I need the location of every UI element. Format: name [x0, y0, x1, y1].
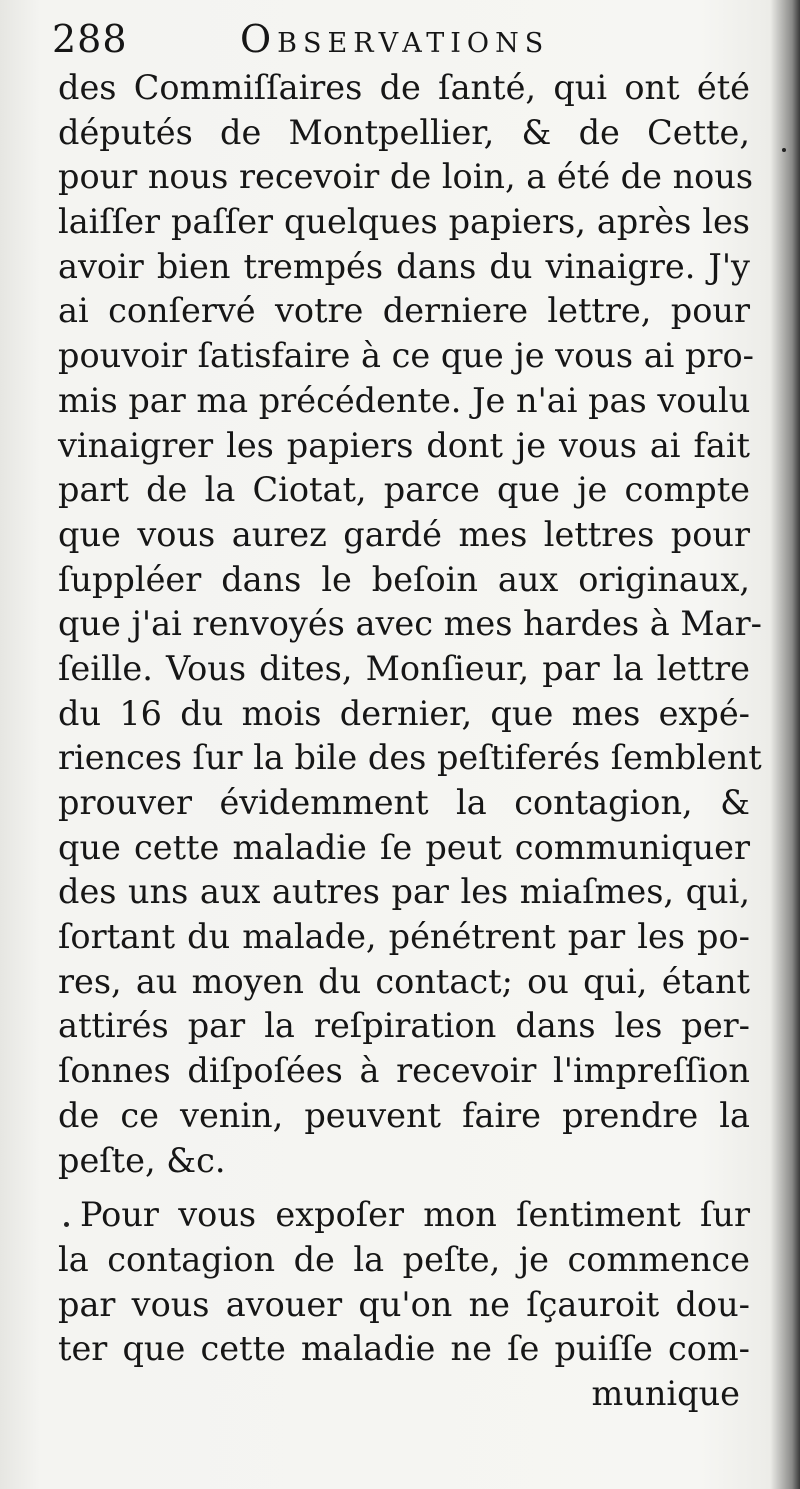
page-header	[52, 14, 752, 64]
text-line: ſuppléer dans le beſoin aux originaux,	[58, 559, 750, 599]
text-line: que j'ai renvoyés avec mes hardes à Mar-	[58, 604, 762, 644]
text-line: ſonnes diſpoſées à recevoir l'impreſſion	[58, 1051, 750, 1091]
text-line: députés de Montpellier, & de Cette,	[58, 112, 750, 152]
text-line: que vous aurez gardé mes lettres pour	[58, 514, 750, 554]
text-line: avoir bien trempés dans du vinaigre. J'y	[58, 246, 750, 286]
text-line: la contagion de la peſte, je commence	[58, 1239, 750, 1279]
text-line: des Commiſſaires de ſanté, qui ont été	[58, 68, 750, 107]
text-line: des uns aux autres par les miaſmes, qui,	[58, 872, 750, 912]
text-line: Pour vous expoſer mon ſentiment ſur	[80, 1195, 750, 1235]
text-line: que cette maladie ſe peut communiquer	[58, 827, 750, 867]
ink-speck	[64, 1222, 69, 1227]
text-line: du 16 du mois dernier, que mes expé-	[58, 693, 750, 733]
text-line: par vous avouer qu'on ne ſçauroit dou-	[58, 1284, 750, 1324]
text-line: peſte, &c.	[58, 1140, 226, 1180]
text-line: res, au moyen du contact; ou qui, étant	[58, 961, 750, 1001]
text-line: ſortant du malade, pénétrent par les po-	[58, 917, 750, 957]
paragraph-gap	[58, 1183, 750, 1193]
paragraph-2	[58, 1193, 750, 1372]
text-line: laiſſer paſſer quelques papiers, après les	[58, 202, 750, 242]
paragraph-1	[58, 66, 762, 1183]
text-line: ai conſervé votre derniere lettre, pour	[58, 291, 750, 331]
text-line: mis par ma précédente. Je n'ai pas voulu	[58, 380, 751, 420]
body-text	[58, 66, 762, 1417]
page-number: 288	[52, 17, 128, 61]
text-line: riences ſur la bile des peſtiferés ſemblent	[58, 738, 762, 778]
text-line: ſeille. Vous dites, Monſieur, par la lettre	[58, 648, 750, 688]
text-line: pouvoir ſatisfaire à ce que je vous ai pro-	[58, 336, 754, 376]
text-line: part de la Ciotat, parce que je compte	[58, 470, 750, 510]
ink-speck	[782, 148, 786, 152]
text-line: vinaigrer les papiers dont je vous ai fait	[58, 425, 750, 465]
text-line: ter que cette maladie ne ſe puiſſe com-	[58, 1329, 750, 1369]
text-line: prouver évidemment la contagion, &	[58, 783, 750, 822]
running-title: Observations	[240, 17, 550, 61]
text-line: de ce venin, peuvent faire prendre la	[58, 1095, 750, 1135]
text-line: attirés par la reſpiration dans les per-	[58, 1006, 750, 1046]
catchword: munique	[591, 1373, 740, 1413]
text-line: pour nous recevoir de loin, a été de nous	[58, 157, 754, 197]
